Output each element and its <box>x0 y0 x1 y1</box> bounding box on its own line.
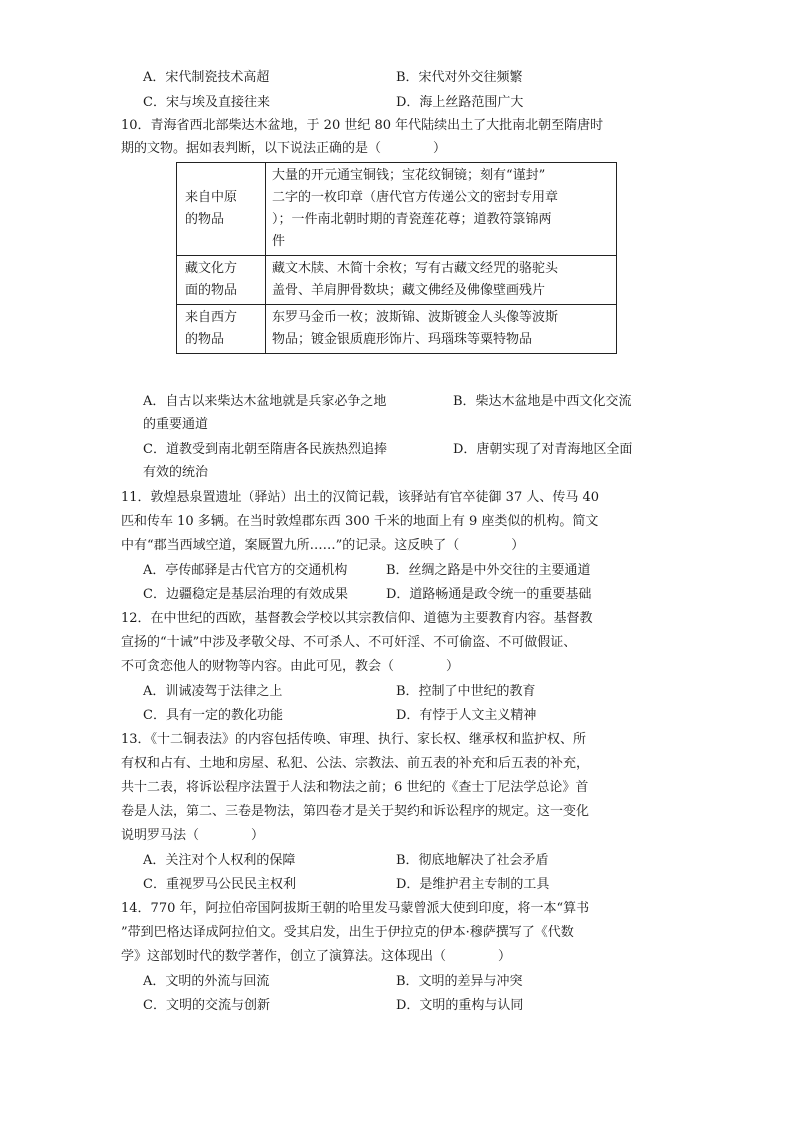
q12-stem-line1: 12．在中世纪的西欧，基督教会学校以其宗教信仰、道德为主要教育内容。基督教 <box>121 611 593 626</box>
q13-option-c: C．重视罗马公民民主权利 <box>143 877 296 892</box>
q10-stem-line2: 期的文物。据如表判断，以下说法正确的是（ ） <box>121 141 447 156</box>
q14-option-d: D．文明的重构与认同 <box>396 998 524 1013</box>
content-text: 东罗马金币一枚；波斯锦、波斯镀金人头像等波斯 <box>272 310 559 325</box>
q14-stem-line3: 学》这部划时代的数学著作，创立了演算法。这体现出（ ） <box>121 949 512 964</box>
category-text: 藏文化方 <box>185 261 238 276</box>
q11-option-a: A．亭传邮驿是古代官方的交通机构 <box>143 563 348 578</box>
q12-option-b: B．控制了中世纪的教育 <box>396 684 536 699</box>
q10-option-b-continued: 的重要通道 <box>143 417 209 432</box>
q11-stem-line2: 匹和传车 10 多辆。在当时敦煌郡东西 300 千米的地面上有 9 座类似的机构。简文 <box>121 514 599 529</box>
q10-option-a: A．自古以来柴达木盆地就是兵家必争之地 <box>143 394 387 409</box>
q13-stem-line2: 有权和占有、土地和房屋、私犯、公法、宗教法、前五表的补充和后五表的补充， <box>121 756 590 771</box>
q10-option-b: B．柴达木盆地是中西文化交流 <box>453 394 632 409</box>
q12-stem-line2: 宣扬的“十诫”中涉及孝敬父母、不可杀人、不可奸淫、不可偷盗、不可做假证、 <box>121 635 577 650</box>
content-text: 件 <box>272 234 286 249</box>
q13-stem-line4: 卷是人法，第二、三卷是物法，第四卷才是关于契约和诉讼程序的规定。这一变化 <box>121 804 590 819</box>
q9-option-a: A．宋代制瓷技术高超 <box>143 70 270 85</box>
q12-option-c: C．具有一定的教化功能 <box>143 708 283 723</box>
q13-stem-line5: 说明罗马法（ ） <box>121 828 265 843</box>
content-text: 物品；镀金银质鹿形饰片、玛瑙珠等粟特物品 <box>272 332 533 347</box>
q9-option-b: B．宋代对外交往频繁 <box>396 70 523 85</box>
q11-stem-line3: 中有“郡当西域空道，案厩置九所……”的记录。这反映了（ ） <box>121 538 525 553</box>
content-text: 藏文木牍、木简十余枚；写有古藏文经咒的骆驼头 <box>272 261 559 276</box>
q13-stem-line3: 共十二表，将诉讼程序法置于人法和物法之前；6 世纪的《查士丁尼法学总论》首 <box>121 780 589 795</box>
q13-stem-line1: 13．《十二铜表法》的内容包括传唤、审理、执行、家长权、继承权和监护权、所 <box>121 732 587 747</box>
q13-option-a: A．关注对个人权利的保障 <box>143 853 296 868</box>
content-text: ）；一件南北朝时期的青瓷莲花尊；道教符箓锦两 <box>272 212 552 227</box>
q14-option-b: B．文明的差异与冲突 <box>396 974 523 989</box>
q14-stem-line2: ”带到巴格达译成阿拉伯文。受其启发，出生于伊拉克的伊本·穆萨撰写了《代数 <box>121 925 574 940</box>
table-row <box>177 163 617 256</box>
content-text: 大量的开元通宝铜钱；宝花纹铜镜；刻有“谨封” <box>272 168 546 183</box>
q11-option-c: C．边疆稳定是基层治理的有效成果 <box>143 587 348 602</box>
category-text: 面的物品 <box>185 283 238 298</box>
table-category-cell <box>177 163 266 256</box>
table-content-cell <box>266 305 617 354</box>
category-text: 的物品 <box>185 332 225 347</box>
q14-option-c: C．文明的交流与创新 <box>143 998 270 1013</box>
q11-stem-line1: 11．敦煌悬泉置遗址（驿站）出土的汉简记载，该驿站有官卒徒御 37 人、传马 40 <box>121 490 600 505</box>
q13-option-d: D．是维护君主专制的工具 <box>396 877 550 892</box>
q10-stem-line1: 10．青海省西北部柴达木盆地，于 20 世纪 80 年代陆续出土了大批南北朝至隋唐时 <box>121 118 604 133</box>
q10-option-d: D．唐朝实现了对青海地区全面 <box>453 442 633 457</box>
q12-option-a: A．训诫凌驾于法律之上 <box>143 684 283 699</box>
category-text: 的物品 <box>185 212 225 227</box>
q12-option-d: D．有悖于人文主义精神 <box>396 708 537 723</box>
category-text: 来自中原 <box>185 190 238 205</box>
q9-option-c: C．宋与埃及直接往来 <box>143 95 270 110</box>
table-row <box>177 256 617 305</box>
q13-option-b: B．彻底地解决了社会矛盾 <box>396 853 549 868</box>
q10-option-d-continued: 有效的统治 <box>143 465 209 480</box>
table-row <box>177 305 617 354</box>
table-category-cell <box>177 256 266 305</box>
q14-stem-line1: 14．770 年，阿拉伯帝国阿拔斯王朝的哈里发马蒙曾派大使到印度，将一本“算书 <box>121 901 590 916</box>
q11-option-b: B．丝绸之路是中外交往的主要通道 <box>386 563 591 578</box>
content-text: 二字的一枚印章（唐代官方传递公文的密封专用章 <box>272 190 559 205</box>
q11-option-d: D．道路畅通是政令统一的重要基础 <box>386 587 592 602</box>
table-content-cell <box>266 256 617 305</box>
q9-option-d: D．海上丝路范围广大 <box>396 95 524 110</box>
table-category-cell <box>177 305 266 354</box>
category-text: 来自西方 <box>185 310 238 325</box>
q10-artifact-table <box>176 162 617 354</box>
q12-stem-line3: 不可贪恋他人的财物等内容。由此可见，教会（ ） <box>121 659 460 674</box>
content-text: 盖骨、羊肩胛骨数块；藏文佛经及佛像壁画残片 <box>272 283 546 298</box>
q14-option-a: A．文明的外流与回流 <box>143 974 270 989</box>
q10-option-c: C．道教受到南北朝至隋唐各民族热烈追捧 <box>143 442 387 457</box>
table-content-cell <box>266 163 617 256</box>
